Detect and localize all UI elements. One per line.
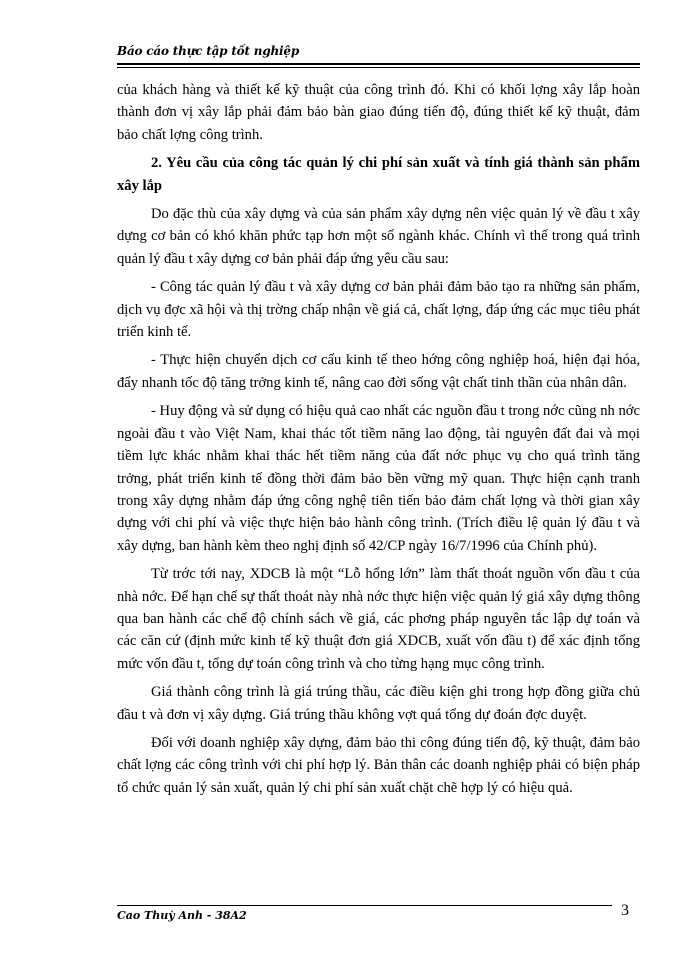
footer-rule <box>117 905 612 906</box>
paragraph-continuation: của khách hàng và thiết kế kỹ thuật của công trình đó. Khi có khối lợng xây lắp hoàn thành đơn vị xây lắp phải đảm bảo bàn giao đúng tiến độ, đúng thiết kế kỹ thuật, đảm bảo chất lợng công trình. <box>117 82 640 143</box>
paragraph: Giá thành công trình là giá trúng thầu, các điều kiện ghi trong hợp đồng giữa chủ đầu t và đơn vị xây dựng. Giá trúng thầu không vợt quá tổng dự đoán đợc duyệt. <box>117 684 640 723</box>
body-text <box>117 79 640 805</box>
footer-author: Cao Thuỳ Anh - 38A2 <box>117 909 247 922</box>
header-rule-thin <box>117 67 640 68</box>
header-rule <box>117 63 640 65</box>
page-number: 3 <box>621 902 629 919</box>
section-heading: 2. Yêu cầu của công tác quản lý chi phí sản xuất và tính giá thành sản phẩm xây lắp <box>117 155 640 194</box>
running-header: Báo cáo thực tập tốt nghiệp <box>117 44 300 58</box>
bullet-paragraph: - Công tác quản lý đầu t và xây dựng cơ bản phải đảm bảo tạo ra những sản phẩm, dịch vụ đợc xã hội và thị trờng chấp nhận về giá cả, chất lợng, đáp ứng các mục tiêu phát triển kinh tế. <box>117 279 640 341</box>
paragraph: Đối với doanh nghiệp xây dựng, đảm bảo thi công đúng tiến độ, kỹ thuật, đảm bảo chất lợng các công trình với chi phí hợp lý. Bản thân các doanh nghiệp phải có biện pháp tổ chức quản lý sản xuất, quản lý chi phí sản xuất chặt chẽ hợp lý có hiệu quả. <box>117 734 640 796</box>
paragraph: Từ trớc tới nay, XDCB là một “Lỗ hổng lớn” làm thất thoát nguồn vốn đầu t của nhà nớc. Để hạn chế sự thất thoát này nhà nớc thực hiện việc quản lý giá xây dựng thông qua ban hành các chế độ chính sách về giá, các phơng pháp nguyên tắc lập dự toán và các căn cứ (định mức kinh tế kỹ thuật đơn giá XDCB, xuất vốn đầu t) để xác định tổng mức vốn đầu t, tổng dự toán công trình và cho từng hạng mục công trình. <box>117 566 640 672</box>
bullet-paragraph: - Huy động và sử dụng có hiệu quả cao nhất các nguồn đầu t trong nớc cũng nh nớc ngoài đầu t vào Việt Nam, khai thác tốt tiềm năng lao động, tài nguyên đất đai và mọi tiềm lực khác nhằm khai thác hết tiềm năng của đất nớc phục vụ cho quá trình tăng trởng, phát triển kinh tế đồng thời đảm bảo bền vững mỹ quan. Thực hiện cạnh tranh trong xây dựng nhằm đáp ứng công nghệ tiên tiến bảo đảm chất lợng và thời gian xây dựng với chi phí và việc thực hiện bảo hành công trình. (Trích điều lệ quản lý đầu t và xây dựng, ban hành kèm theo nghị định số 42/CP ngày 16/7/1996 của Chính phủ). <box>117 403 640 554</box>
bullet-paragraph: - Thực hiện chuyển dịch cơ cấu kinh tế theo hớng công nghiệp hoá, hiện đại hóa, đẩy nhanh tốc độ tăng trởng kinh tế, nâng cao đời sống vật chất tinh thần của nhân dân. <box>117 352 640 391</box>
paragraph: Do đặc thù của xây dựng và của sản phẩm xây dựng nên việc quản lý về đầu t xây dựng cơ bản có khó khăn phức tạp hơn một số ngành khác. Chính vì thế trong quá trình quản lý đầu t xây dựng cơ bản phải đáp ứng yêu cầu sau: <box>117 206 640 267</box>
